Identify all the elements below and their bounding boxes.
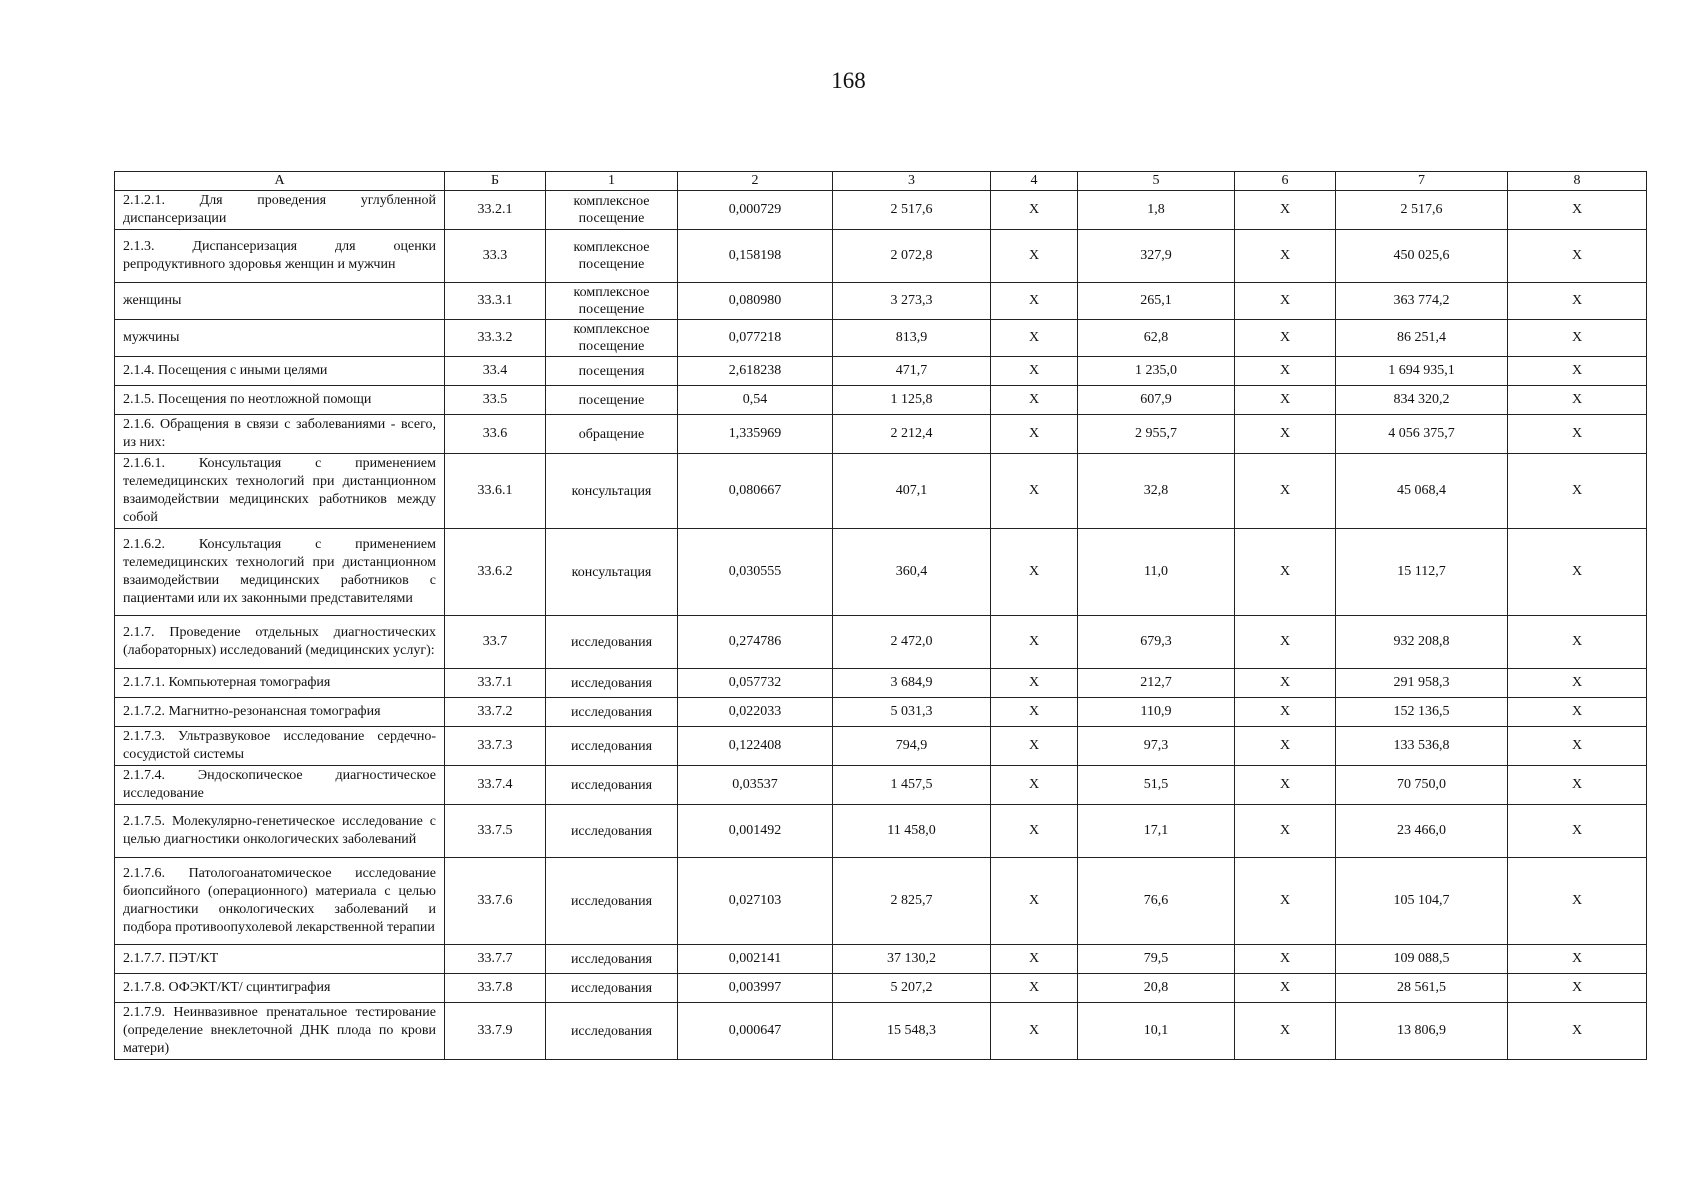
value-cell: X [1235,283,1336,320]
row-name-cell: 2.1.5. Посещения по неотложной помощи [115,386,445,415]
value-cell: X [1235,529,1336,616]
value-cell: X [1235,454,1336,529]
row-name-cell: 2.1.3. Диспансеризация для оценки репродуктивного здоровья женщин и мужчин [115,230,445,283]
unit-cell: комплексное посещение [546,230,678,283]
value-cell: X [1508,230,1647,283]
row-code-cell: 33.3 [445,230,546,283]
row-code-cell: 33.6.1 [445,454,546,529]
table-row [115,529,1647,616]
value-cell: X [991,669,1078,698]
row-name-cell: 2.1.7.1. Компьютерная томография [115,669,445,698]
table-row [115,1003,1647,1060]
column-header: 5 [1078,172,1235,191]
value-cell: 1 457,5 [833,766,991,805]
table-row [115,974,1647,1003]
value-cell: X [991,191,1078,230]
value-cell: X [1235,230,1336,283]
unit-cell: исследования [546,727,678,766]
value-cell: 2 517,6 [833,191,991,230]
value-cell: 212,7 [1078,669,1235,698]
unit-cell: посещение [546,386,678,415]
row-name-cell: 2.1.7.2. Магнитно-резонансная томография [115,698,445,727]
row-code-cell: 33.7.5 [445,805,546,858]
value-cell: 15 112,7 [1336,529,1508,616]
unit-cell: исследования [546,805,678,858]
value-cell: 1 235,0 [1078,357,1235,386]
unit-cell: консультация [546,454,678,529]
value-cell: X [1235,858,1336,945]
value-cell: 2 517,6 [1336,191,1508,230]
value-cell: X [991,230,1078,283]
value-cell: X [1508,1003,1647,1060]
value-cell: 265,1 [1078,283,1235,320]
value-cell: 76,6 [1078,858,1235,945]
row-name-cell: 2.1.7.4. Эндоскопическое диагностическое исследование [115,766,445,805]
column-header: 8 [1508,172,1647,191]
value-cell: X [1508,616,1647,669]
unit-cell: посещения [546,357,678,386]
table-row [115,766,1647,805]
value-cell: X [1508,454,1647,529]
value-cell: 363 774,2 [1336,283,1508,320]
value-cell: X [1508,357,1647,386]
row-code-cell: 33.7.2 [445,698,546,727]
value-cell: X [1235,766,1336,805]
column-header: 4 [991,172,1078,191]
table-row [115,454,1647,529]
row-name-cell: 2.1.6. Обращения в связи с заболеваниями - всего, из них: [115,415,445,454]
value-cell: X [991,415,1078,454]
value-cell: 105 104,7 [1336,858,1508,945]
value-cell: 20,8 [1078,974,1235,1003]
table-row [115,386,1647,415]
row-code-cell: 33.3.1 [445,283,546,320]
value-cell: X [1508,415,1647,454]
table-row [115,727,1647,766]
value-cell: 45 068,4 [1336,454,1508,529]
page-number: 168 [831,68,866,93]
value-cell: 3 684,9 [833,669,991,698]
value-cell: X [1235,945,1336,974]
value-cell: 152 136,5 [1336,698,1508,727]
value-cell: X [1235,698,1336,727]
value-cell: 0,122408 [678,727,833,766]
value-cell: X [1508,320,1647,357]
value-cell: 62,8 [1078,320,1235,357]
value-cell: 3 273,3 [833,283,991,320]
value-cell: X [991,974,1078,1003]
value-cell: 360,4 [833,529,991,616]
value-cell: 0,003997 [678,974,833,1003]
value-cell: 0,022033 [678,698,833,727]
value-cell: 4 056 375,7 [1336,415,1508,454]
value-cell: 79,5 [1078,945,1235,974]
table-row [115,945,1647,974]
value-cell: X [1235,320,1336,357]
unit-cell: исследования [546,616,678,669]
value-cell: X [1235,974,1336,1003]
unit-cell: исследования [546,858,678,945]
row-code-cell: 33.6.2 [445,529,546,616]
value-cell: 0,030555 [678,529,833,616]
value-cell: X [1235,386,1336,415]
value-cell: X [1235,805,1336,858]
value-cell: X [991,805,1078,858]
value-cell: X [1508,858,1647,945]
value-cell: X [991,945,1078,974]
row-name-cell: 2.1.7.5. Молекулярно-генетическое исследование с целью диагностики онкологических заболеваний [115,805,445,858]
value-cell: 0,057732 [678,669,833,698]
row-code-cell: 33.3.2 [445,320,546,357]
value-cell: 2 825,7 [833,858,991,945]
column-header: 7 [1336,172,1508,191]
value-cell: X [1508,766,1647,805]
value-cell: 327,9 [1078,230,1235,283]
value-cell: 2 955,7 [1078,415,1235,454]
row-code-cell: 33.7.7 [445,945,546,974]
value-cell: 97,3 [1078,727,1235,766]
value-cell: 834 320,2 [1336,386,1508,415]
value-cell: X [991,357,1078,386]
value-cell: 10,1 [1078,1003,1235,1060]
value-cell: X [1508,529,1647,616]
value-cell: 133 536,8 [1336,727,1508,766]
value-cell: 5 207,2 [833,974,991,1003]
table-row [115,230,1647,283]
value-cell: 15 548,3 [833,1003,991,1060]
value-cell: X [1235,415,1336,454]
value-cell: 0,027103 [678,858,833,945]
column-header: 6 [1235,172,1336,191]
table-row [115,357,1647,386]
table-row [115,415,1647,454]
table-row [115,191,1647,230]
row-name-cell: 2.1.2.1. Для проведения углубленной диспансеризации [115,191,445,230]
unit-cell: исследования [546,698,678,727]
value-cell: X [991,1003,1078,1060]
value-cell: X [1508,805,1647,858]
value-cell: 37 130,2 [833,945,991,974]
unit-cell: обращение [546,415,678,454]
table-row [115,698,1647,727]
value-cell: 932 208,8 [1336,616,1508,669]
table-row [115,283,1647,320]
value-cell: X [991,858,1078,945]
unit-cell: консультация [546,529,678,616]
value-cell: 0,000729 [678,191,833,230]
table-row [115,320,1647,357]
value-cell: X [991,529,1078,616]
row-name-cell: 2.1.7.6. Патологоанатомическое исследование биопсийного (операционного) материала с целью диагностики онкологических заболеваний и подбора противоопухолевой лекарственной терапии [115,858,445,945]
value-cell: X [1235,1003,1336,1060]
value-cell: X [1235,616,1336,669]
unit-cell: комплексное посещение [546,191,678,230]
unit-cell: исследования [546,669,678,698]
row-name-cell: 2.1.6.1. Консультация с применением телемедицинских технологий при дистанционном взаимодействии медицинских работников между собой [115,454,445,529]
row-name-cell: 2.1.7.3. Ультразвуковое исследование сердечно-сосудистой системы [115,727,445,766]
value-cell: 0,001492 [678,805,833,858]
value-cell: 110,9 [1078,698,1235,727]
value-cell: 28 561,5 [1336,974,1508,1003]
value-cell: X [991,386,1078,415]
row-code-cell: 33.5 [445,386,546,415]
unit-cell: исследования [546,974,678,1003]
row-code-cell: 33.7.9 [445,1003,546,1060]
value-cell: 2 072,8 [833,230,991,283]
value-cell: X [991,766,1078,805]
value-cell: 32,8 [1078,454,1235,529]
value-cell: X [991,616,1078,669]
value-cell: X [1508,283,1647,320]
column-header: 3 [833,172,991,191]
value-cell: X [991,283,1078,320]
data-table [114,171,1647,1060]
row-code-cell: 33.4 [445,357,546,386]
value-cell: 679,3 [1078,616,1235,669]
value-cell: 13 806,9 [1336,1003,1508,1060]
value-cell: 0,03537 [678,766,833,805]
value-cell: X [1508,191,1647,230]
row-name-cell: 2.1.4. Посещения с иными целями [115,357,445,386]
table-row [115,616,1647,669]
column-header: Б [445,172,546,191]
row-name-cell: мужчины [115,320,445,357]
value-cell: X [991,727,1078,766]
row-name-cell: 2.1.6.2. Консультация с применением телемедицинских технологий при дистанционном взаимодействии медицинских работников с пациентами или их законными представителями [115,529,445,616]
value-cell: 0,080667 [678,454,833,529]
row-code-cell: 33.7.6 [445,858,546,945]
value-cell: 291 958,3 [1336,669,1508,698]
value-cell: 17,1 [1078,805,1235,858]
row-code-cell: 33.2.1 [445,191,546,230]
table-row [115,805,1647,858]
value-cell: X [991,698,1078,727]
row-name-cell: 2.1.7.7. ПЭТ/КТ [115,945,445,974]
value-cell: 0,000647 [678,1003,833,1060]
value-cell: X [1508,669,1647,698]
row-code-cell: 33.7.4 [445,766,546,805]
row-name-cell: женщины [115,283,445,320]
value-cell: 11,0 [1078,529,1235,616]
value-cell: 1 694 935,1 [1336,357,1508,386]
value-cell: 0,080980 [678,283,833,320]
value-cell: 70 750,0 [1336,766,1508,805]
value-cell: 0,077218 [678,320,833,357]
value-cell: 1 125,8 [833,386,991,415]
value-cell: X [1508,727,1647,766]
value-cell: 813,9 [833,320,991,357]
value-cell: X [1508,698,1647,727]
value-cell: 1,335969 [678,415,833,454]
row-code-cell: 33.7 [445,616,546,669]
value-cell: 450 025,6 [1336,230,1508,283]
table-header-row [115,172,1647,191]
row-name-cell: 2.1.7. Проведение отдельных диагностических (лабораторных) исследований (медицинских услуг): [115,616,445,669]
row-code-cell: 33.6 [445,415,546,454]
value-cell: X [991,320,1078,357]
row-name-cell: 2.1.7.8. ОФЭКТ/КТ/ сцинтиграфия [115,974,445,1003]
table-body [115,191,1647,1060]
value-cell: 23 466,0 [1336,805,1508,858]
value-cell: 1,8 [1078,191,1235,230]
unit-cell: исследования [546,1003,678,1060]
value-cell: 794,9 [833,727,991,766]
column-header: 2 [678,172,833,191]
table-row [115,669,1647,698]
value-cell: X [1235,727,1336,766]
value-cell: X [1235,191,1336,230]
unit-cell: исследования [546,945,678,974]
value-cell: 86 251,4 [1336,320,1508,357]
value-cell: 0,274786 [678,616,833,669]
value-cell: 0,002141 [678,945,833,974]
unit-cell: комплексное посещение [546,283,678,320]
table-row [115,858,1647,945]
value-cell: 0,54 [678,386,833,415]
value-cell: 11 458,0 [833,805,991,858]
value-cell: 2,618238 [678,357,833,386]
value-cell: X [991,454,1078,529]
column-header: 1 [546,172,678,191]
row-code-cell: 33.7.1 [445,669,546,698]
row-code-cell: 33.7.3 [445,727,546,766]
value-cell: X [1235,357,1336,386]
value-cell: 407,1 [833,454,991,529]
value-cell: 51,5 [1078,766,1235,805]
row-code-cell: 33.7.8 [445,974,546,1003]
value-cell: 5 031,3 [833,698,991,727]
unit-cell: комплексное посещение [546,320,678,357]
value-cell: 2 212,4 [833,415,991,454]
value-cell: X [1508,974,1647,1003]
value-cell: 607,9 [1078,386,1235,415]
row-name-cell: 2.1.7.9. Неинвазивное пренатальное тестирование (определение внеклеточной ДНК плода по крови матери) [115,1003,445,1060]
value-cell: X [1235,669,1336,698]
value-cell: X [1508,945,1647,974]
column-header: А [115,172,445,191]
value-cell: X [1508,386,1647,415]
unit-cell: исследования [546,766,678,805]
value-cell: 109 088,5 [1336,945,1508,974]
value-cell: 471,7 [833,357,991,386]
value-cell: 0,158198 [678,230,833,283]
value-cell: 2 472,0 [833,616,991,669]
